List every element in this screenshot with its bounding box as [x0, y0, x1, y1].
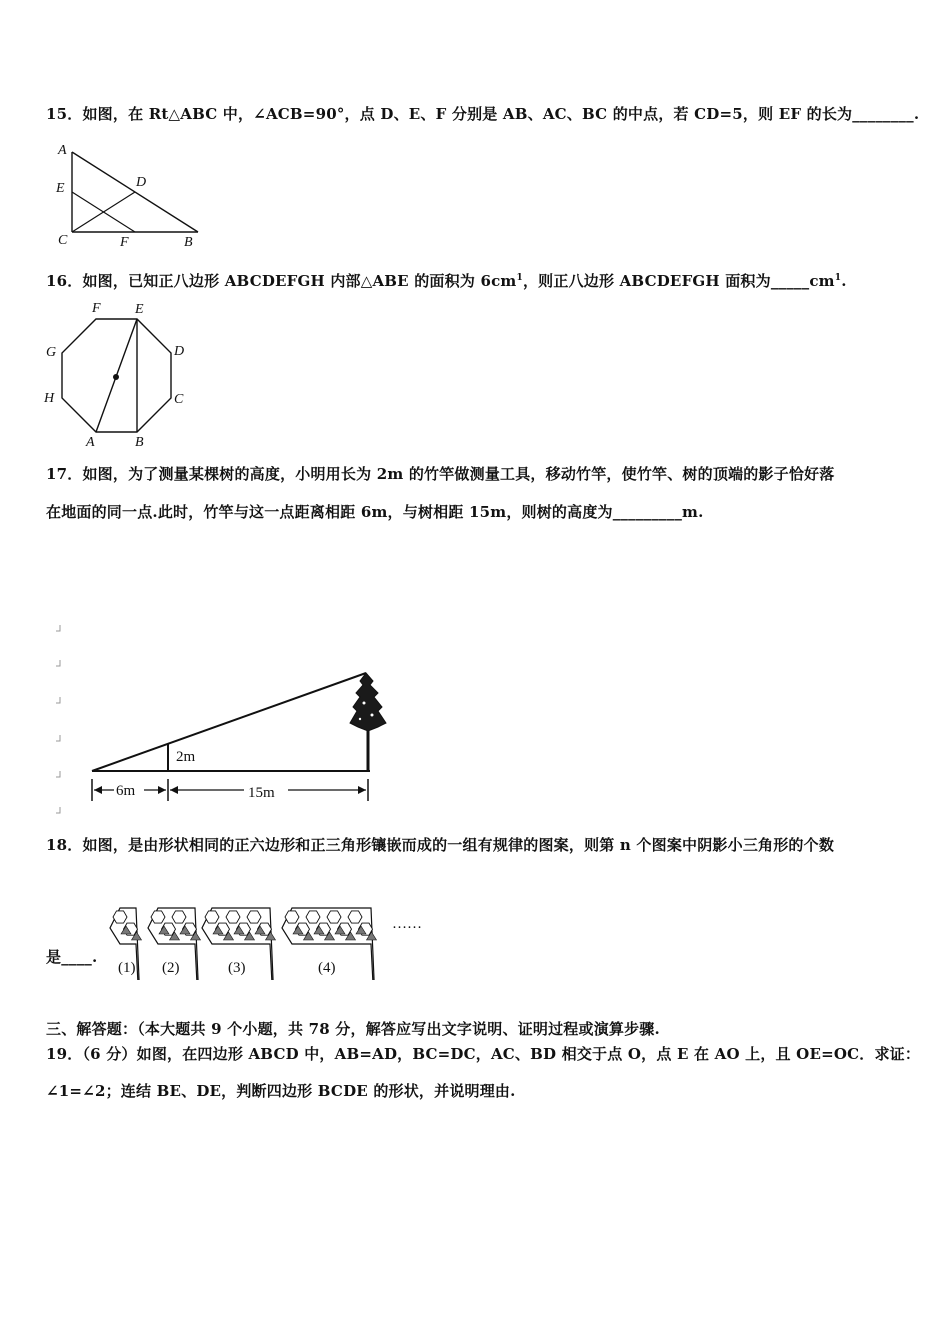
q16-label-a: A: [86, 435, 95, 450]
q17-dist1-label: 6m: [116, 783, 136, 799]
q15-label-c: C: [58, 233, 68, 248]
q15-text: 15．如图，在 Rt△ABC 中，∠ACB=90°，点 D、E、F 分别是 AB、AC、BC 的中点，若 CD=5，则 EF 的长为________.: [46, 105, 920, 123]
q18-hexagon: [205, 911, 219, 923]
q16-label-g: G: [46, 345, 57, 360]
q15-label-e: E: [56, 181, 65, 196]
q18-caption-3: (3): [228, 960, 246, 976]
q15-label-d: D: [136, 175, 147, 190]
q18-caption-4: (4): [318, 960, 336, 976]
q16-label-c: C: [174, 392, 184, 407]
q15-label-b: B: [184, 235, 193, 250]
q18-hexagon: [306, 911, 320, 923]
q18-hexagon: [151, 911, 165, 923]
q18-hexagon: [247, 911, 261, 923]
q18-caption-1: (1): [118, 960, 136, 976]
q18-hexagon: [113, 911, 127, 923]
q16-label-d: D: [174, 344, 185, 359]
q18-line1: 18．如图，是由形状相同的正六边形和正三角形镶嵌而成的一组有规律的图案，则第 n 个图案中阴影小三角形的个数: [46, 836, 835, 854]
q16-label-b: B: [135, 435, 144, 450]
q18-hexagon: [285, 911, 299, 923]
q17-pole-label: 2m: [176, 749, 196, 765]
q16-label-e: E: [135, 302, 144, 317]
q18-pattern-figure: [106, 898, 436, 980]
q17-line1: 17．如图，为了测量某棵树的高度，小明用长为 2m 的竹竿做测量工具，移动竹竿，使竹竿、树的顶端的影子恰好落: [46, 465, 835, 483]
q16-label-h: H: [44, 391, 55, 406]
q17-dist2-label: 15m: [248, 785, 275, 801]
q18-hexagon: [348, 911, 362, 923]
q18-line2: 是____.: [46, 948, 98, 966]
q18-ellipsis: ……: [392, 916, 422, 932]
q16-text: 16．如图，已知正八边形 ABCDEFGH 内部△ABE 的面积为 $6cm^1$，则正八边形 ABCDEFGH 面积为$\_\_\_\_\_cm^1$.: [46, 272, 847, 290]
q19-line1: 19．（6 分）如图，在四边形 ABCD 中，AB=AD，BC=DC，AC、BD 相交于点 O，点 E 在 AO 上，且 OE=OC．求证：: [46, 1045, 921, 1063]
q15-triangle-figure: [52, 140, 212, 252]
q18-hexagon: [172, 911, 186, 923]
section3-heading: 三、解答题：（本大题共 9 个小题，共 78 分，解答应写出文字说明、证明过程或演算步骤.: [46, 1020, 660, 1038]
q18-caption-2: (2): [162, 960, 180, 976]
q16-octagon-figure: [40, 298, 200, 450]
q15-label-f: F: [120, 235, 129, 250]
q19-line2: ∠1=∠2；连结 BE、DE，判断四边形 BCDE 的形状，并说明理由.: [46, 1082, 516, 1100]
q15-label-a: A: [58, 143, 67, 158]
q18-hexagon: [226, 911, 240, 923]
q16-label-f: F: [92, 301, 101, 316]
q17-shadow-figure: [48, 615, 408, 820]
q17-line2: 在地面的同一点.此时，竹竿与这一点距离相距 6m，与树相距 15m，则树的高度为_________m.: [46, 503, 704, 521]
q18-hexagon: [327, 911, 341, 923]
